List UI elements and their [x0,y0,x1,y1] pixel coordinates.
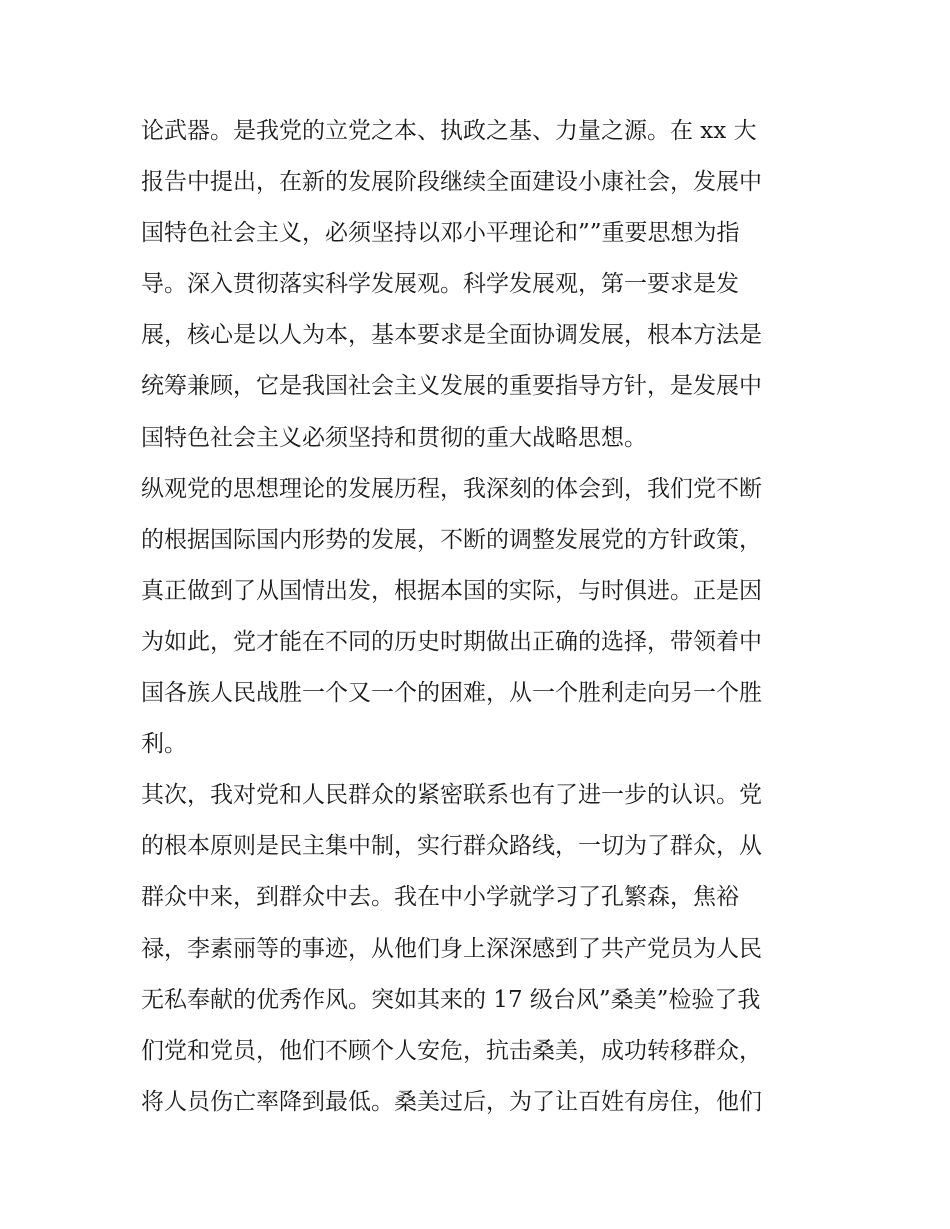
text-line: 导。深入贯彻落实科学发展观。科学发展观，第一要求是发 [141,271,739,298]
text-line: 禄，李素丽等的事迹，从他们身上深深感到了共产党员为人民 [141,935,762,962]
text-line: 的根本原则是民主集中制，实行群众路线，一切为了群众，从 [141,833,762,860]
text-line: 将人员伤亡率降到最低。桑美过后，为了让百姓有房住，他们 [141,1088,762,1115]
text-line: 为如此，党才能在不同的历史时期做出正确的选择，带领着中 [141,628,762,655]
text-line: 的根据国际国内形势的发展，不断的调整发展党的方针政策， [141,526,762,553]
text-line: 利。 [141,731,187,758]
text-line: 其次，我对党和人民群众的紧密联系也有了进一步的认识。党 [141,782,762,809]
text-line: 纵观党的思想理论的发展历程，我深刻的体会到，我们党不断 [141,475,762,502]
text-line: 们党和党员，他们不顾个人安危，抗击桑美，成功转移群众， [141,1037,762,1064]
text-line: 国特色社会主义必须坚持和贯彻的重大战略思想。 [141,424,647,451]
text-line: 无私奉献的优秀作风。突如其来的 17 级台风”桑美”检验了我 [141,986,761,1013]
text-line: 国特色社会主义，必须坚持以邓小平理论和””重要思想为指 [141,220,740,247]
text-line: 国各族人民战胜一个又一个的困难，从一个胜利走向另一个胜 [141,680,762,707]
body-text [141,106,817,1128]
text-line: 统筹兼顾，它是我国社会主义发展的重要指导方针，是发展中 [141,373,762,400]
text-line: 报告中提出，在新的发展阶段继续全面建设小康社会，发展中 [141,169,762,196]
text-line: 展，核心是以人为本，基本要求是全面协调发展，根本方法是 [141,322,762,349]
text-line: 群众中来，到群众中去。我在中小学就学习了孔繁森，焦裕 [141,884,739,911]
text-line: 论武器。是我党的立党之本、执政之基、力量之源。在 xx 大 [141,118,757,144]
text-line: 真正做到了从国情出发，根据本国的实际，与时俱进。正是因 [141,577,762,604]
